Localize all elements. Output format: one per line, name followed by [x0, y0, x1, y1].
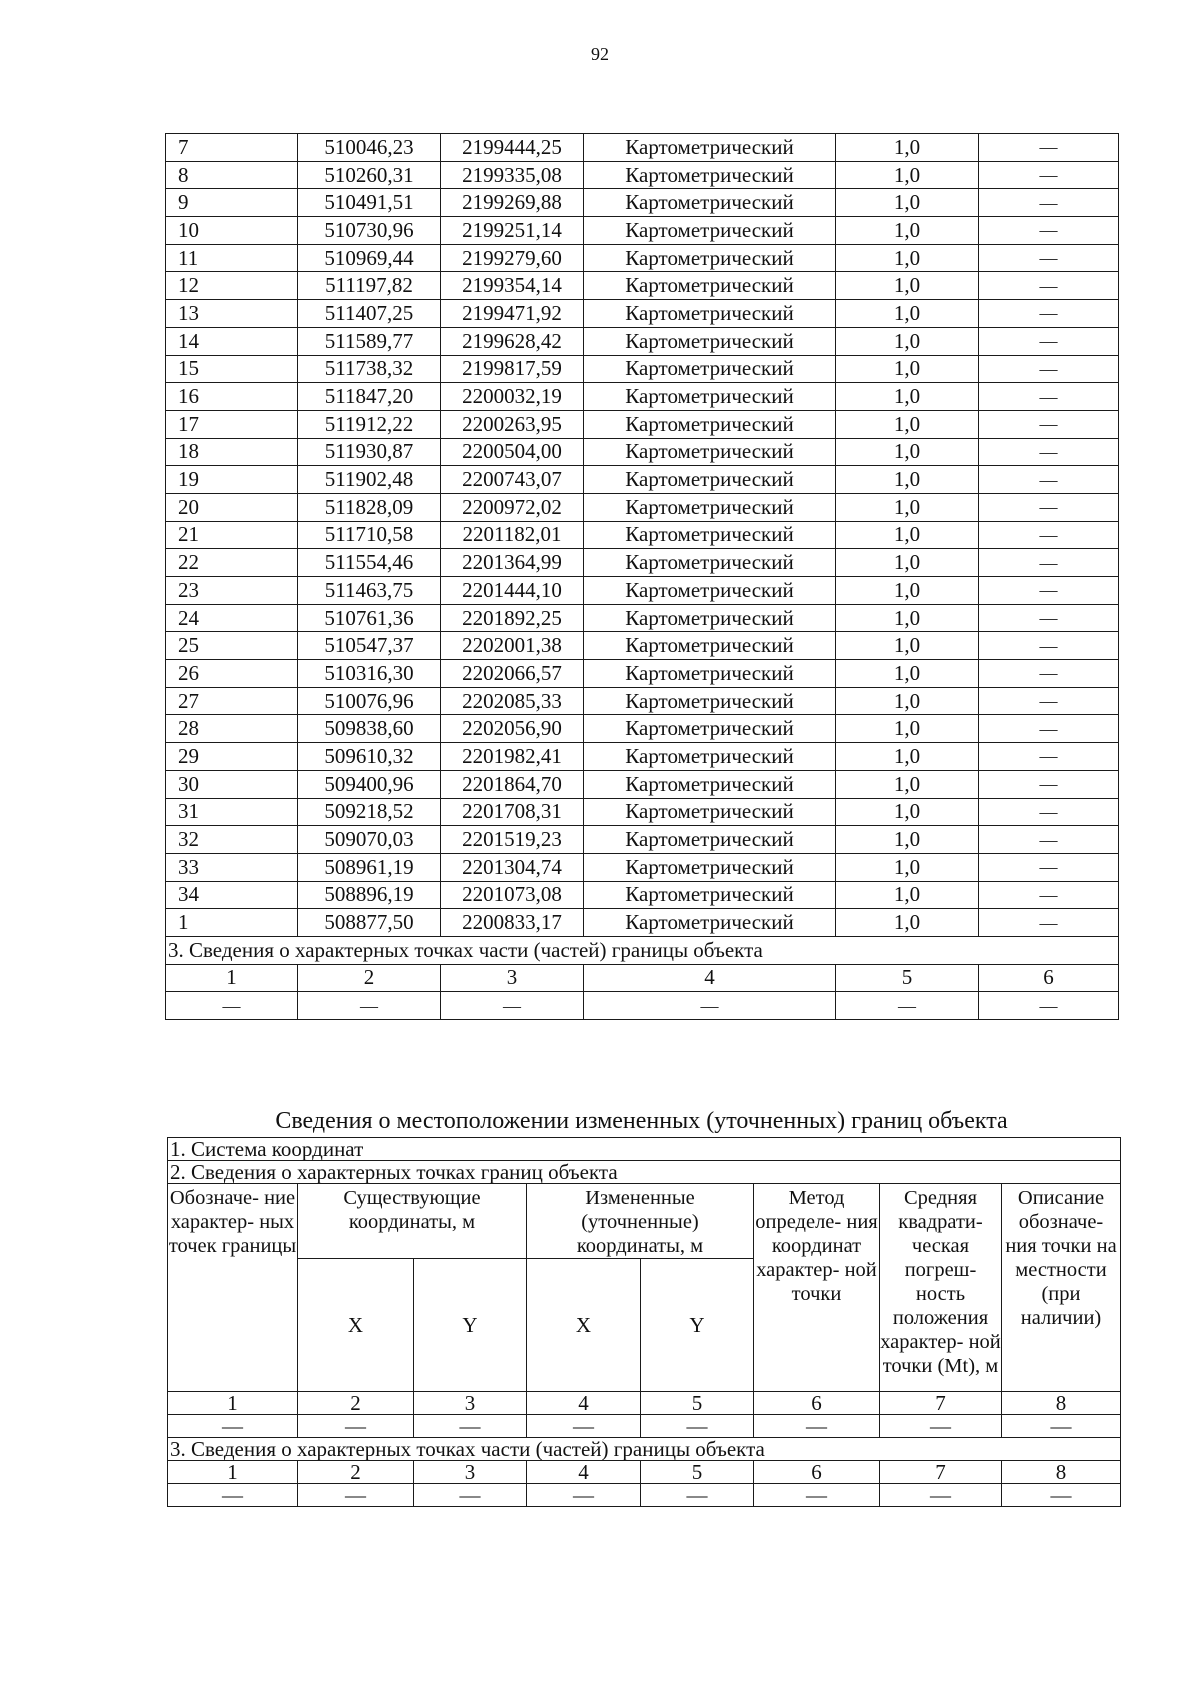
method-cell: Картометрический: [584, 715, 836, 743]
changed-y-header: Y: [641, 1259, 754, 1392]
table-row: [166, 189, 1119, 217]
empty-row-2: [168, 1484, 1121, 1507]
x-coordinate-cell: 511930,87: [298, 438, 441, 466]
table-row: [166, 853, 1119, 881]
y-coordinate-cell: 2200263,95: [441, 410, 584, 438]
method-cell: Картометрический: [584, 604, 836, 632]
x-coordinate-cell: 510491,51: [298, 189, 441, 217]
empty-row: [168, 1415, 1121, 1438]
method-cell: Картометрический: [584, 161, 836, 189]
empty-cell: —: [168, 1484, 298, 1507]
x-coordinate-cell: 510761,36: [298, 604, 441, 632]
changed-coords-header: Измененные (уточненные) координаты, м: [527, 1184, 754, 1259]
col-number-cell: 8: [1002, 1392, 1121, 1415]
col-number-cell: 2: [298, 964, 441, 992]
col-number-cell: 4: [527, 1392, 641, 1415]
table-row: [166, 161, 1119, 189]
x-coordinate-cell: 511738,32: [298, 355, 441, 383]
y-coordinate-cell: 2199251,14: [441, 217, 584, 245]
description-cell: —: [979, 410, 1119, 438]
x-coordinate-cell: 509400,96: [298, 770, 441, 798]
changed-boundaries-title: Сведения о местоположении измененных (уточненных) границ объекта: [275, 1108, 1008, 1134]
method-cell: Картометрический: [584, 466, 836, 494]
accuracy-cell: 1,0: [836, 881, 979, 909]
point-number-cell: 14: [166, 327, 298, 355]
section3-empty-row: [166, 992, 1119, 1020]
method-cell: Картометрический: [584, 134, 836, 162]
col-number-cell: 7: [880, 1392, 1002, 1415]
y-coordinate-cell: 2201892,25: [441, 604, 584, 632]
section3-title: 3. Сведения о характерных точках части (частей) границы объекта: [166, 936, 1119, 964]
changed-boundaries-table: [167, 1137, 1121, 1507]
description-cell: —: [979, 743, 1119, 771]
description-cell: —: [979, 189, 1119, 217]
description-cell: —: [979, 300, 1119, 328]
accuracy-cell: 1,0: [836, 549, 979, 577]
point-number-cell: 24: [166, 604, 298, 632]
empty-cell: —: [880, 1415, 1002, 1438]
empty-cell: —: [641, 1415, 754, 1438]
table-row: [166, 383, 1119, 411]
x-coordinate-cell: 510260,31: [298, 161, 441, 189]
col-number-cell: 1: [166, 964, 298, 992]
empty-cell: —: [979, 992, 1119, 1020]
point-number-cell: 23: [166, 577, 298, 605]
table-row: [166, 549, 1119, 577]
empty-cell: —: [298, 992, 441, 1020]
description-cell: —: [979, 632, 1119, 660]
empty-cell: —: [584, 992, 836, 1020]
empty-cell: —: [1002, 1415, 1121, 1438]
point-number-cell: 13: [166, 300, 298, 328]
y-coordinate-cell: 2201519,23: [441, 826, 584, 854]
table-row: [166, 909, 1119, 937]
description-header: Описание обозначе- ния точки на местности (при наличии): [1002, 1184, 1121, 1392]
method-cell: Картометрический: [584, 217, 836, 245]
col-numbers-row-2: [168, 1461, 1121, 1484]
col-number-cell: 2: [298, 1392, 414, 1415]
x-coordinate-cell: 511197,82: [298, 272, 441, 300]
y-coordinate-cell: 2201708,31: [441, 798, 584, 826]
accuracy-cell: 1,0: [836, 826, 979, 854]
empty-cell: —: [414, 1484, 527, 1507]
table-row: [166, 826, 1119, 854]
method-cell: Картометрический: [584, 410, 836, 438]
method-cell: Картометрический: [584, 327, 836, 355]
y-coordinate-cell: 2201864,70: [441, 770, 584, 798]
col-number-cell: 6: [754, 1392, 880, 1415]
table-row: [166, 438, 1119, 466]
point-number-cell: 21: [166, 521, 298, 549]
point-number-cell: 29: [166, 743, 298, 771]
x-coordinate-cell: 511828,09: [298, 493, 441, 521]
x-coordinate-cell: 508896,19: [298, 881, 441, 909]
description-cell: —: [979, 770, 1119, 798]
y-coordinate-cell: 2201073,08: [441, 881, 584, 909]
x-coordinate-cell: 510730,96: [298, 217, 441, 245]
x-coordinate-cell: 508877,50: [298, 909, 441, 937]
accuracy-cell: 1,0: [836, 189, 979, 217]
description-cell: —: [979, 687, 1119, 715]
description-cell: —: [979, 715, 1119, 743]
accuracy-cell: 1,0: [836, 770, 979, 798]
col-number-cell: 5: [641, 1461, 754, 1484]
col-number-cell: 3: [441, 964, 584, 992]
table-row: [166, 272, 1119, 300]
description-cell: —: [979, 853, 1119, 881]
table-row: [166, 355, 1119, 383]
accuracy-cell: 1,0: [836, 300, 979, 328]
point-number-cell: 18: [166, 438, 298, 466]
accuracy-cell: 1,0: [836, 632, 979, 660]
x-coordinate-cell: 511710,58: [298, 521, 441, 549]
point-number-cell: 20: [166, 493, 298, 521]
accuracy-cell: 1,0: [836, 743, 979, 771]
point-number-cell: 34: [166, 881, 298, 909]
boundary-points-body: [166, 134, 1119, 937]
col-numbers-row: [168, 1392, 1121, 1415]
section3-label: 3. Сведения о характерных точках части (частей) границы объекта: [168, 1438, 1121, 1461]
coordinate-system-label: 1. Система координат: [168, 1138, 1121, 1161]
col-number-cell: 1: [168, 1392, 298, 1415]
point-number-cell: 1: [166, 909, 298, 937]
empty-cell: —: [754, 1484, 880, 1507]
x-coordinate-cell: 510969,44: [298, 244, 441, 272]
y-coordinate-cell: 2199817,59: [441, 355, 584, 383]
empty-cell: —: [1002, 1484, 1121, 1507]
table-row: [166, 604, 1119, 632]
x-coordinate-cell: 509070,03: [298, 826, 441, 854]
x-coordinate-cell: 510547,37: [298, 632, 441, 660]
method-cell: Картометрический: [584, 881, 836, 909]
accuracy-cell: 1,0: [836, 438, 979, 466]
accuracy-cell: 1,0: [836, 355, 979, 383]
empty-cell: —: [836, 992, 979, 1020]
accuracy-cell: 1,0: [836, 715, 979, 743]
method-cell: Картометрический: [584, 770, 836, 798]
description-cell: —: [979, 549, 1119, 577]
y-coordinate-cell: 2199471,92: [441, 300, 584, 328]
existing-coords-header: Существующие координаты, м: [298, 1184, 527, 1259]
method-cell: Картометрический: [584, 743, 836, 771]
accuracy-cell: 1,0: [836, 327, 979, 355]
y-coordinate-cell: 2200972,02: [441, 493, 584, 521]
point-number-cell: 32: [166, 826, 298, 854]
empty-cell: —: [168, 1415, 298, 1438]
x-coordinate-cell: 510316,30: [298, 660, 441, 688]
empty-cell: —: [641, 1484, 754, 1507]
col-number-cell: 5: [836, 964, 979, 992]
x-coordinate-cell: 509218,52: [298, 798, 441, 826]
accuracy-cell: 1,0: [836, 687, 979, 715]
description-cell: —: [979, 383, 1119, 411]
y-coordinate-cell: 2202085,33: [441, 687, 584, 715]
description-cell: —: [979, 466, 1119, 494]
method-cell: Картометрический: [584, 272, 836, 300]
page-number: 92: [591, 44, 609, 64]
col-number-cell: 1: [168, 1461, 298, 1484]
point-number-cell: 33: [166, 853, 298, 881]
method-cell: Картометрический: [584, 383, 836, 411]
col-number-cell: 4: [527, 1461, 641, 1484]
y-coordinate-cell: 2200743,07: [441, 466, 584, 494]
col-number-cell: 6: [754, 1461, 880, 1484]
table-row: [166, 715, 1119, 743]
empty-cell: —: [166, 992, 298, 1020]
section3-block: [166, 936, 1119, 1019]
table-row: [166, 881, 1119, 909]
boundary-points-table: [165, 133, 1119, 1020]
description-cell: —: [979, 134, 1119, 162]
point-number-cell: 16: [166, 383, 298, 411]
description-cell: —: [979, 909, 1119, 937]
description-cell: —: [979, 493, 1119, 521]
x-coordinate-cell: 511847,20: [298, 383, 441, 411]
description-cell: —: [979, 244, 1119, 272]
y-coordinate-cell: 2199335,08: [441, 161, 584, 189]
accuracy-cell: 1,0: [836, 161, 979, 189]
description-cell: —: [979, 798, 1119, 826]
existing-y-header: Y: [414, 1259, 527, 1392]
description-cell: —: [979, 272, 1119, 300]
empty-cell: —: [298, 1415, 414, 1438]
x-coordinate-cell: 509610,32: [298, 743, 441, 771]
header-row-1: [168, 1184, 1121, 1259]
y-coordinate-cell: 2199628,42: [441, 327, 584, 355]
changed-x-header: X: [527, 1259, 641, 1392]
col-number-cell: 2: [298, 1461, 414, 1484]
table-row: [166, 410, 1119, 438]
accuracy-cell: 1,0: [836, 660, 979, 688]
x-coordinate-cell: 511407,25: [298, 300, 441, 328]
table-row: [166, 798, 1119, 826]
accuracy-cell: 1,0: [836, 521, 979, 549]
empty-cell: —: [414, 1415, 527, 1438]
table-row: [166, 743, 1119, 771]
description-cell: —: [979, 660, 1119, 688]
accuracy-cell: 1,0: [836, 853, 979, 881]
point-number-cell: 10: [166, 217, 298, 245]
empty-cell: —: [527, 1484, 641, 1507]
point-number-cell: 31: [166, 798, 298, 826]
y-coordinate-cell: 2201982,41: [441, 743, 584, 771]
x-coordinate-cell: 509838,60: [298, 715, 441, 743]
y-coordinate-cell: 2202066,57: [441, 660, 584, 688]
description-cell: —: [979, 327, 1119, 355]
method-cell: Картометрический: [584, 521, 836, 549]
accuracy-cell: 1,0: [836, 577, 979, 605]
error-header: Средняя квадрати- ческая погреш- ность положения характер- ной точки (Mt), м: [880, 1184, 1002, 1392]
point-number-cell: 28: [166, 715, 298, 743]
point-number-cell: 19: [166, 466, 298, 494]
point-number-cell: 7: [166, 134, 298, 162]
description-cell: —: [979, 521, 1119, 549]
method-cell: Картометрический: [584, 798, 836, 826]
description-cell: —: [979, 355, 1119, 383]
col-number-cell: 5: [641, 1392, 754, 1415]
x-coordinate-cell: 511902,48: [298, 466, 441, 494]
existing-x-header: X: [298, 1259, 414, 1392]
y-coordinate-cell: 2201364,99: [441, 549, 584, 577]
y-coordinate-cell: 2199444,25: [441, 134, 584, 162]
description-cell: —: [979, 161, 1119, 189]
x-coordinate-cell: 511554,46: [298, 549, 441, 577]
accuracy-cell: 1,0: [836, 217, 979, 245]
y-coordinate-cell: 2201444,10: [441, 577, 584, 605]
col-number-cell: 6: [979, 964, 1119, 992]
accuracy-cell: 1,0: [836, 383, 979, 411]
table-row: [166, 521, 1119, 549]
y-coordinate-cell: 2199354,14: [441, 272, 584, 300]
col-number-cell: 3: [414, 1392, 527, 1415]
point-number-cell: 8: [166, 161, 298, 189]
table-row: [166, 244, 1119, 272]
method-cell: Картометрический: [584, 493, 836, 521]
description-cell: —: [979, 826, 1119, 854]
x-coordinate-cell: 510076,96: [298, 687, 441, 715]
col-number-cell: 8: [1002, 1461, 1121, 1484]
table-row: [166, 770, 1119, 798]
method-cell: Картометрический: [584, 687, 836, 715]
y-coordinate-cell: 2202056,90: [441, 715, 584, 743]
table-row: [166, 217, 1119, 245]
method-header: Метод определе- ния координат характер- ной точки: [754, 1184, 880, 1392]
accuracy-cell: 1,0: [836, 604, 979, 632]
table-row: [166, 466, 1119, 494]
accuracy-cell: 1,0: [836, 466, 979, 494]
section3-title-row: [166, 936, 1119, 964]
point-number-cell: 22: [166, 549, 298, 577]
table-row: [166, 300, 1119, 328]
method-cell: Картометрический: [584, 826, 836, 854]
empty-cell: —: [441, 992, 584, 1020]
table-row: [166, 327, 1119, 355]
accuracy-cell: 1,0: [836, 909, 979, 937]
method-cell: Картометрический: [584, 853, 836, 881]
point-number-cell: 12: [166, 272, 298, 300]
coordinate-system-row: [168, 1138, 1121, 1161]
col-number-cell: 3: [414, 1461, 527, 1484]
points-info-row: [168, 1161, 1121, 1184]
method-cell: Картометрический: [584, 660, 836, 688]
description-cell: —: [979, 881, 1119, 909]
description-cell: —: [979, 577, 1119, 605]
y-coordinate-cell: 2201304,74: [441, 853, 584, 881]
accuracy-cell: 1,0: [836, 493, 979, 521]
point-number-cell: 27: [166, 687, 298, 715]
point-number-cell: 15: [166, 355, 298, 383]
table-row: [166, 134, 1119, 162]
accuracy-cell: 1,0: [836, 272, 979, 300]
table-row: [166, 660, 1119, 688]
method-cell: Картометрический: [584, 909, 836, 937]
points-info-label: 2. Сведения о характерных точках границ объекта: [168, 1161, 1121, 1184]
x-coordinate-cell: 511912,22: [298, 410, 441, 438]
accuracy-cell: 1,0: [836, 134, 979, 162]
point-number-cell: 9: [166, 189, 298, 217]
y-coordinate-cell: 2199269,88: [441, 189, 584, 217]
empty-cell: —: [298, 1484, 414, 1507]
description-cell: —: [979, 438, 1119, 466]
designation-header: Обозначе- ние характер- ных точек границы: [168, 1184, 298, 1392]
accuracy-cell: 1,0: [836, 410, 979, 438]
method-cell: Картометрический: [584, 438, 836, 466]
y-coordinate-cell: 2200833,17: [441, 909, 584, 937]
table-row: [166, 632, 1119, 660]
section3-row: [168, 1438, 1121, 1461]
y-coordinate-cell: 2202001,38: [441, 632, 584, 660]
method-cell: Картометрический: [584, 300, 836, 328]
empty-cell: —: [527, 1415, 641, 1438]
method-cell: Картометрический: [584, 632, 836, 660]
accuracy-cell: 1,0: [836, 244, 979, 272]
y-coordinate-cell: 2200504,00: [441, 438, 584, 466]
method-cell: Картометрический: [584, 577, 836, 605]
col-number-cell: 7: [880, 1461, 1002, 1484]
description-cell: —: [979, 217, 1119, 245]
x-coordinate-cell: 508961,19: [298, 853, 441, 881]
empty-cell: —: [754, 1415, 880, 1438]
method-cell: Картометрический: [584, 244, 836, 272]
description-cell: —: [979, 604, 1119, 632]
point-number-cell: 30: [166, 770, 298, 798]
section3-col-numbers-row: [166, 964, 1119, 992]
table-row: [166, 687, 1119, 715]
y-coordinate-cell: 2201182,01: [441, 521, 584, 549]
accuracy-cell: 1,0: [836, 798, 979, 826]
y-coordinate-cell: 2199279,60: [441, 244, 584, 272]
method-cell: Картометрический: [584, 355, 836, 383]
point-number-cell: 26: [166, 660, 298, 688]
empty-cell: —: [880, 1484, 1002, 1507]
x-coordinate-cell: 511463,75: [298, 577, 441, 605]
x-coordinate-cell: 511589,77: [298, 327, 441, 355]
y-coordinate-cell: 2200032,19: [441, 383, 584, 411]
table-row: [166, 577, 1119, 605]
point-number-cell: 17: [166, 410, 298, 438]
x-coordinate-cell: 510046,23: [298, 134, 441, 162]
col-number-cell: 4: [584, 964, 836, 992]
point-number-cell: 25: [166, 632, 298, 660]
table-row: [166, 493, 1119, 521]
method-cell: Картометрический: [584, 189, 836, 217]
method-cell: Картометрический: [584, 549, 836, 577]
point-number-cell: 11: [166, 244, 298, 272]
